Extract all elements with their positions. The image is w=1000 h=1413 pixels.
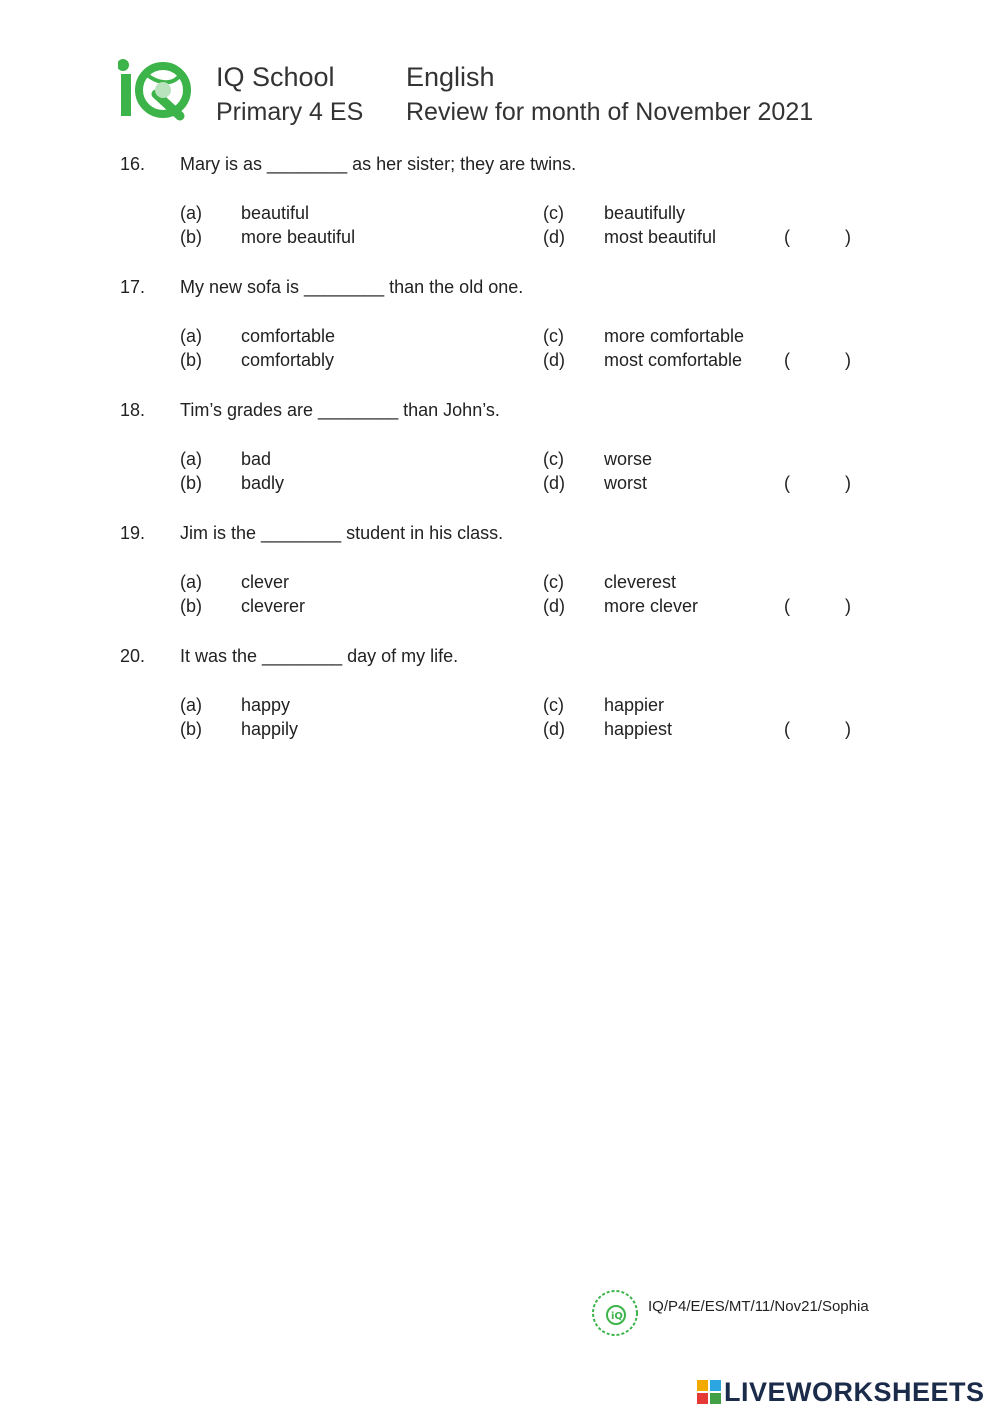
document-reference-code: IQ/P4/E/ES/MT/11/Nov21/Sophia <box>648 1298 869 1315</box>
option-text: badly <box>241 473 285 493</box>
question-stem: Mary is as ________ as her sister; they are twins. <box>180 154 577 174</box>
answer-open-paren: ( <box>784 473 790 493</box>
question-stem: It was the ________ day of my life. <box>180 646 459 666</box>
option-letter: (a) <box>180 326 202 346</box>
option-text: cleverest <box>604 572 677 592</box>
option-letter: (c) <box>543 203 564 223</box>
answer-open-paren: ( <box>784 596 790 616</box>
liveworksheets-brand: LIVEWORKSHEETS <box>724 1377 985 1407</box>
option-text: bad <box>241 449 272 469</box>
option-text: beautifully <box>604 203 686 223</box>
option-text: beautiful <box>241 203 310 223</box>
option-letter: (b) <box>180 350 202 370</box>
answer-close-paren: ) <box>845 719 851 739</box>
option-letter: (c) <box>543 449 564 469</box>
answer-open-paren: ( <box>784 227 790 247</box>
review-title: Review for month of November 2021 <box>406 98 814 126</box>
subject-title: English <box>406 62 495 92</box>
option-text: most beautiful <box>604 227 717 247</box>
question-stem: My new sofa is ________ than the old one. <box>180 277 524 297</box>
option-letter: (a) <box>180 449 202 469</box>
question-stem: Tim’s grades are ________ than John’s. <box>180 400 500 420</box>
option-letter: (b) <box>180 596 202 616</box>
option-letter: (d) <box>543 719 565 739</box>
option-text: most comfortable <box>604 350 743 370</box>
option-text: happily <box>241 719 299 739</box>
option-letter: (b) <box>180 473 202 493</box>
liveworksheets-logo-icon <box>697 1380 721 1404</box>
academic-approval-stamp <box>590 1288 640 1338</box>
option-text: comfortable <box>241 326 336 346</box>
option-text: worst <box>604 473 648 493</box>
answer-open-paren: ( <box>784 719 790 739</box>
question-number: 19. <box>120 523 146 543</box>
question-number: 18. <box>120 400 146 420</box>
option-letter: (d) <box>543 596 565 616</box>
option-letter: (a) <box>180 203 202 223</box>
option-text: more comfortable <box>604 326 745 346</box>
question-number: 20. <box>120 646 146 666</box>
answer-close-paren: ) <box>845 596 851 616</box>
option-letter: (b) <box>180 227 202 247</box>
option-letter: (d) <box>543 227 565 247</box>
option-text: happier <box>604 695 665 715</box>
option-letter: (c) <box>543 326 564 346</box>
answer-close-paren: ) <box>845 227 851 247</box>
option-text: worse <box>604 449 653 469</box>
option-text: more beautiful <box>241 227 356 247</box>
answer-open-paren: ( <box>784 350 790 370</box>
option-text: happy <box>241 695 291 715</box>
answer-close-paren: ) <box>845 350 851 370</box>
option-letter: (a) <box>180 695 202 715</box>
option-text: more clever <box>604 596 699 616</box>
question-stem: Jim is the ________ student in his class. <box>180 523 504 543</box>
option-text: cleverer <box>241 596 306 616</box>
svg-text:iQ: iQ <box>611 1311 623 1322</box>
question-number: 16. <box>120 154 146 174</box>
option-letter: (d) <box>543 350 565 370</box>
option-text: clever <box>241 572 290 592</box>
grade-level: Primary 4 ES <box>216 98 364 126</box>
option-text: happiest <box>604 719 673 739</box>
option-letter: (a) <box>180 572 202 592</box>
iq-school-logo <box>118 56 196 122</box>
option-letter: (c) <box>543 572 564 592</box>
option-text: comfortably <box>241 350 335 370</box>
question-number: 17. <box>120 277 146 297</box>
school-name: IQ School <box>216 62 335 92</box>
option-letter: (c) <box>543 695 564 715</box>
answer-close-paren: ) <box>845 473 851 493</box>
option-letter: (d) <box>543 473 565 493</box>
option-letter: (b) <box>180 719 202 739</box>
